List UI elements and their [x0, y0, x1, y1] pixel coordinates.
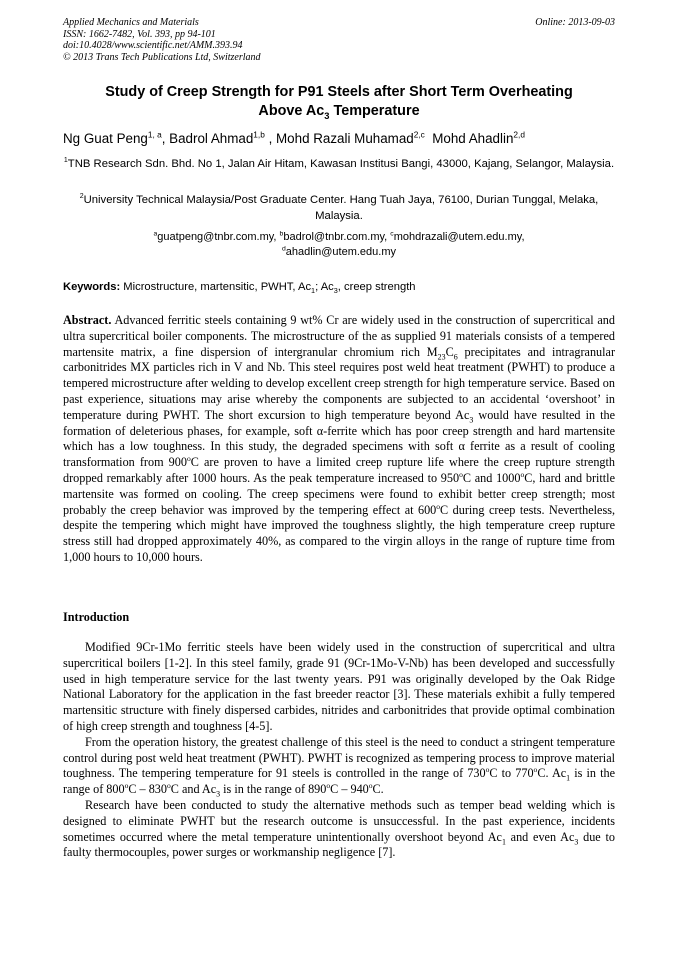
paper-title — [63, 83, 615, 121]
paragraph: Modified 9Cr-1Mo ferritic steels have been widely used in the construction of supercritical and ultra supercritical boilers [1-2]. In this steel family, grade 91 (9Cr-1Mo-V-Nb) has been developed and successfully used in high temperature service for the last twenty years. P91 was originally developed by the Oak Ridge National Laboratory for the application in the fast breeder reactor [3]. These materials exhibit a fully tempered martensitic structure with finely dispersed carbides, nitrides and carbonitrides that provide optimal combination of high creep strength and toughness [4-5]. — [63, 640, 615, 733]
author-name: Ng Guat Peng — [63, 131, 148, 146]
introduction-heading: Introduction — [63, 610, 130, 624]
journal-header — [63, 17, 615, 63]
email-link[interactable]: mohdrazali@utem.edu.my, — [393, 231, 525, 243]
email-link[interactable]: guatpeng@tnbr.com.my, — [157, 231, 280, 243]
title-line-1: Study of Creep Strength for P91 Steels after Short Term Overheating — [105, 84, 573, 100]
author-list: Ng Guat Peng$^{1, a}$, Badrol Ahmad$^{1,b}$ , Mohd Razali Muhamad$^{2,c}$ Mohd Ahadlin$^{2,d}$ — [63, 129, 525, 146]
affiliation-1: $^1$TNB Research Sdn. Bhd. No 1, Jalan Air Hitam, Kawasan Institusi Bangi, 43000, Kajang, Selangor, Malaysia. — [63, 157, 615, 170]
affiliation-2: $^2$University Technical Malaysia/Post Graduate Center. Hang Tuah Jaya, 76100, Durian Tunggal, Melaka, Malaysia. — [79, 193, 599, 222]
doi-line[interactable]: doi:10.4028/www.scientific.net/AMM.393.94 — [63, 40, 243, 52]
email-link[interactable]: badrol@tnbr.com.my, — [283, 231, 391, 243]
author-emails: $^a$guatpeng@tnbr.com.my, $^b$badrol@tnbr.com.my, $^c$mohdrazali@utem.edu.my, $^d$ahadlin@utem.edu.my — [153, 230, 525, 258]
abstract-label: Abstract. — [63, 313, 112, 327]
paragraph: Research have been conducted to study the alternative methods such as temper bead welding which is designed to eliminate PWHT but the research outcome is unsuccessful. In the past experience, incidents sometimes occurred where the metal temperature unintentionally overshoot beyond $Ac_1$ and even $Ac_3$ due to faulty thermocouples, power surges or workmanship negligence [7]. — [63, 797, 615, 860]
title-line-2: Above $Ac_3$ Temperature — [258, 103, 420, 121]
copyright-line: © 2013 Trans Tech Publications Ltd, Switzerland — [63, 51, 261, 63]
author-name: Badrol Ahmad — [169, 131, 254, 146]
email-link[interactable]: ahadlin@utem.edu.my — [285, 246, 397, 258]
issn-line: ISSN: 1662-7482, Vol. 393, pp 94-101 — [63, 28, 216, 40]
author-name: Mohd Ahadlin — [432, 131, 514, 146]
keywords: Keywords: Microstructure, martensitic, PWHT, $Ac_1$; $Ac_3$, creep strength — [63, 281, 416, 296]
paragraph: From the operation history, the greatest challenge of this steel is the need to conduct a stringent temperature control during post weld heat treatment (PWHT). PWHT is recognized as tempering process to improve material toughness. The tempering temperature for 91 steels is controlled in the range of 730$^o$C to 770$^o$C. $Ac_1$ is in the range of 800$^o$C – 830$^o$C and $Ac_3$ is in the range of 890$^o$C – 940$^o$C. — [63, 734, 616, 799]
introduction-body — [63, 640, 615, 861]
journal-name: Applied Mechanics and Materials — [63, 17, 199, 28]
author-name: Mohd Razali Muhamad — [276, 131, 414, 146]
keywords-label: Keywords: — [63, 281, 121, 293]
abstract: Abstract. Advanced ferritic steels containing 9 wt% Cr are widely used in the construction of supercritical and ultra supercritical boiler components. The microstructure of the as supplied 91 materials consists of a tempered martensite matrix, a fine dispersion of intergranular chromium rich $M_{23}C_6$ precipitates and intragranular carbonitrides MX particles rich in V and Nb. This steel requires post weld heat treatment (PWHT) to produce a tempered microstructure after welding to develop excellent creep strength for high temperature service. Based on past experience, situations may arise whereby the components are subjected to an accidental ‘overshoot’ in temperature during PWHT. The short excursion to high temperature beyond $Ac_3$ would have resulted in the formation of deleterious phases, for example, soft α-ferrite which has poor creep strength and hard martensite which has a low toughness. In this study, the degraded specimens with soft α ferrite as a result of cooling transformation from 900$^o$C are proven to have a limited creep rupture life where the creep rupture strength dropped remarkably after 1000 hours. As the peak temperature increased to 950$^o$C and 1000$^o$C, hard and brittle martensite was formed on cooling. The creep specimens were found to exhibit better creep strength; most probably the creep behavior was improved by the tempering effect at 600$^o$C during creep tests. Nevertheless, despite the tempering which might have improved the toughness slightly, the high temperature creep rupture stress still had dropped approximately 40%, as compared to the virgin alloys in the range of rupture time from 1,000 hours to 10,000 hours. — [63, 313, 616, 564]
online-date: Online: 2013-09-03 — [535, 17, 615, 28]
